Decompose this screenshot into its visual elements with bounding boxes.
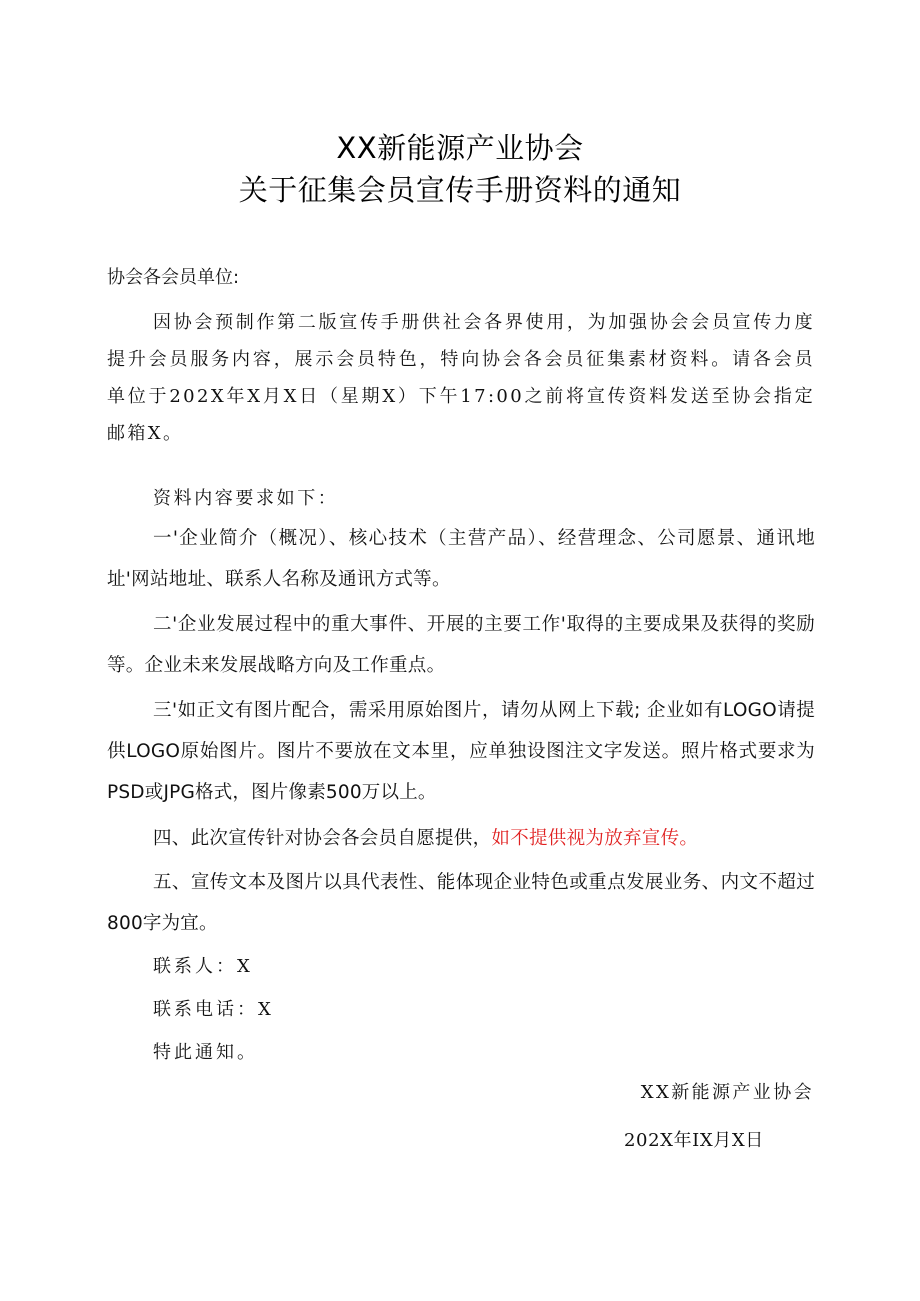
requirement-item-4-highlight: 如不提供视为放弃宣传。 [491, 828, 699, 849]
requirement-item-1: 一'企业简介（概况）、核心技术（主营产品）、经营理念、公司愿景、通讯地址'网站地址、联系人名称及通讯方式等。 [107, 528, 815, 590]
document-title-subject: 关于征集会员宣传手册资料的通知 [238, 173, 682, 207]
signature-date: 202X年IX月X日 [624, 1130, 764, 1151]
contact-phone: 联系电话：X [153, 999, 274, 1020]
closing-remark: 特此通知。 [153, 1042, 258, 1063]
contact-person: 联系人：X [153, 956, 253, 977]
requirement-item-2: 二'企业发展过程中的重大事件、开展的主要工作'取得的主要成果及获得的奖励等。企业未来发展战略方向及工作重点。 [107, 614, 815, 676]
requirement-item-5: 五、宣传文本及图片以具代表性、能体现企业特色或重点发展业务、内文不超过800字为宜。 [107, 872, 815, 934]
requirement-item-4-text: 四、此次宣传针对协会各会员自愿提供， [153, 828, 492, 849]
document-title-org: XX新能源产业协会 [336, 131, 584, 165]
requirements-heading: 资料内容要求如下： [153, 488, 339, 509]
signature-organization: XX新能源产业协会 [640, 1082, 814, 1103]
requirement-item-3: 三'如正文有图片配合，需采用原始图片，请勿从网上下载; 企业如有LOGO请提供LOGO原始图片。图片不要放在文本里，应单独设图注文字发送。照片格式要求为PSD或JPG格式，图片像素500万以上。 [107, 700, 815, 803]
salutation: 协会各会员单位: [107, 267, 240, 288]
requirement-item-4 [107, 818, 815, 859]
intro-paragraph: 因协会预制作第二版宣传手册供社会各界使用，为加强协会会员宣传力度提升会员服务内容，展示会员特色，特向协会各会员征集素材资料。请各会员单位于202X年X月X日（星期X）下午17:00之前将宣传资料发送至协会指定邮箱X。 [107, 312, 815, 444]
